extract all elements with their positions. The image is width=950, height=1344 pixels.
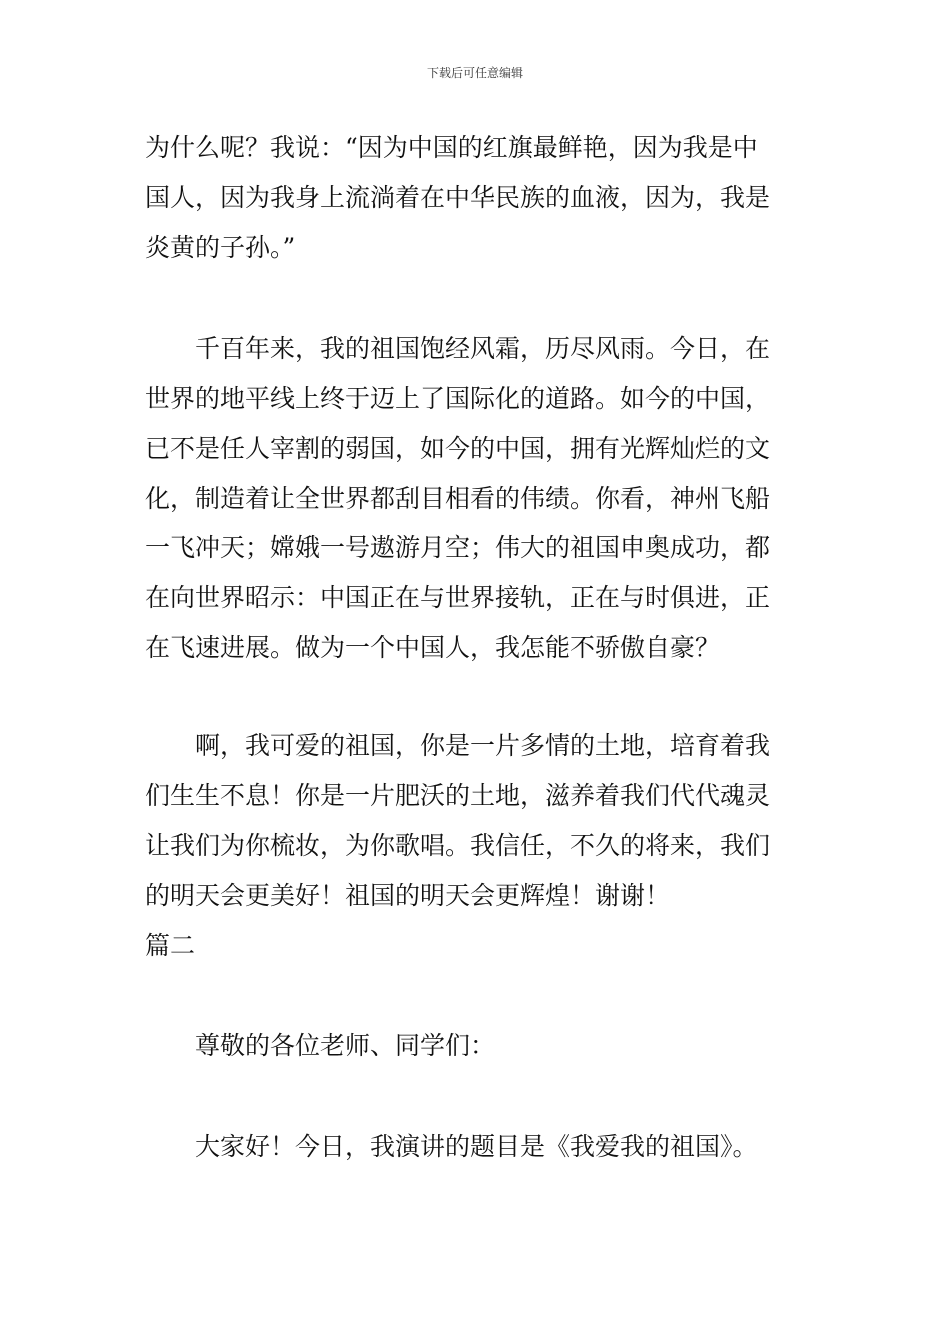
paragraph-line: 在飞速进展。做为一个中国人，我怎能不骄傲自豪？ xyxy=(145,633,721,662)
paragraph-line: 为什么呢？我说：“因为中国的红旗最鲜艳，因为我是中 xyxy=(145,133,758,162)
paragraph-line: 化，制造着让全世界都刮目相看的伟绩。你看，神州飞船 xyxy=(145,484,771,513)
paragraph-line: 啊，我可爱的祖国，你是一片多情的土地，培育着我 xyxy=(195,731,771,760)
section-heading: 篇二 xyxy=(145,931,196,960)
paragraph-line: 让我们为你梳妆，为你歌唱。我信任，不久的将来，我们 xyxy=(145,831,771,860)
paragraph-line: 炎黄的子孙。” xyxy=(145,233,296,262)
paragraph-line: 的明天会更美好！祖国的明天会更辉煌！谢谢！ xyxy=(145,881,671,910)
paragraph-line: 国人，因为我身上流淌着在中华民族的血液，因为，我是 xyxy=(145,183,771,212)
page-header: 下载后可任意编辑 xyxy=(426,66,523,80)
paragraph-line: 千百年来，我的祖国饱经风霜，历尽风雨。今日，在 xyxy=(195,334,771,363)
paragraph-line: 已不是任人宰割的弱国，如今的中国，拥有光辉灿烂的文 xyxy=(145,434,771,463)
paragraph-line: 大家好！今日，我演讲的题目是《我爱我的祖国》。 xyxy=(195,1132,758,1161)
greeting-line: 尊敬的各位老师、同学们： xyxy=(195,1031,496,1060)
paragraph-line: 一飞冲天；嫦娥一号遨游月空；伟大的祖国申奥成功，都 xyxy=(145,533,771,562)
paragraph-line: 们生生不息！你是一片肥沃的土地，滋养着我们代代魂灵 xyxy=(145,781,771,810)
paragraph-line: 在向世界昭示：中国正在与世界接轨，正在与时俱进，正 xyxy=(145,583,771,612)
paragraph-line: 世界的地平线上终于迈上了国际化的道路。如今的中国， xyxy=(145,384,771,413)
